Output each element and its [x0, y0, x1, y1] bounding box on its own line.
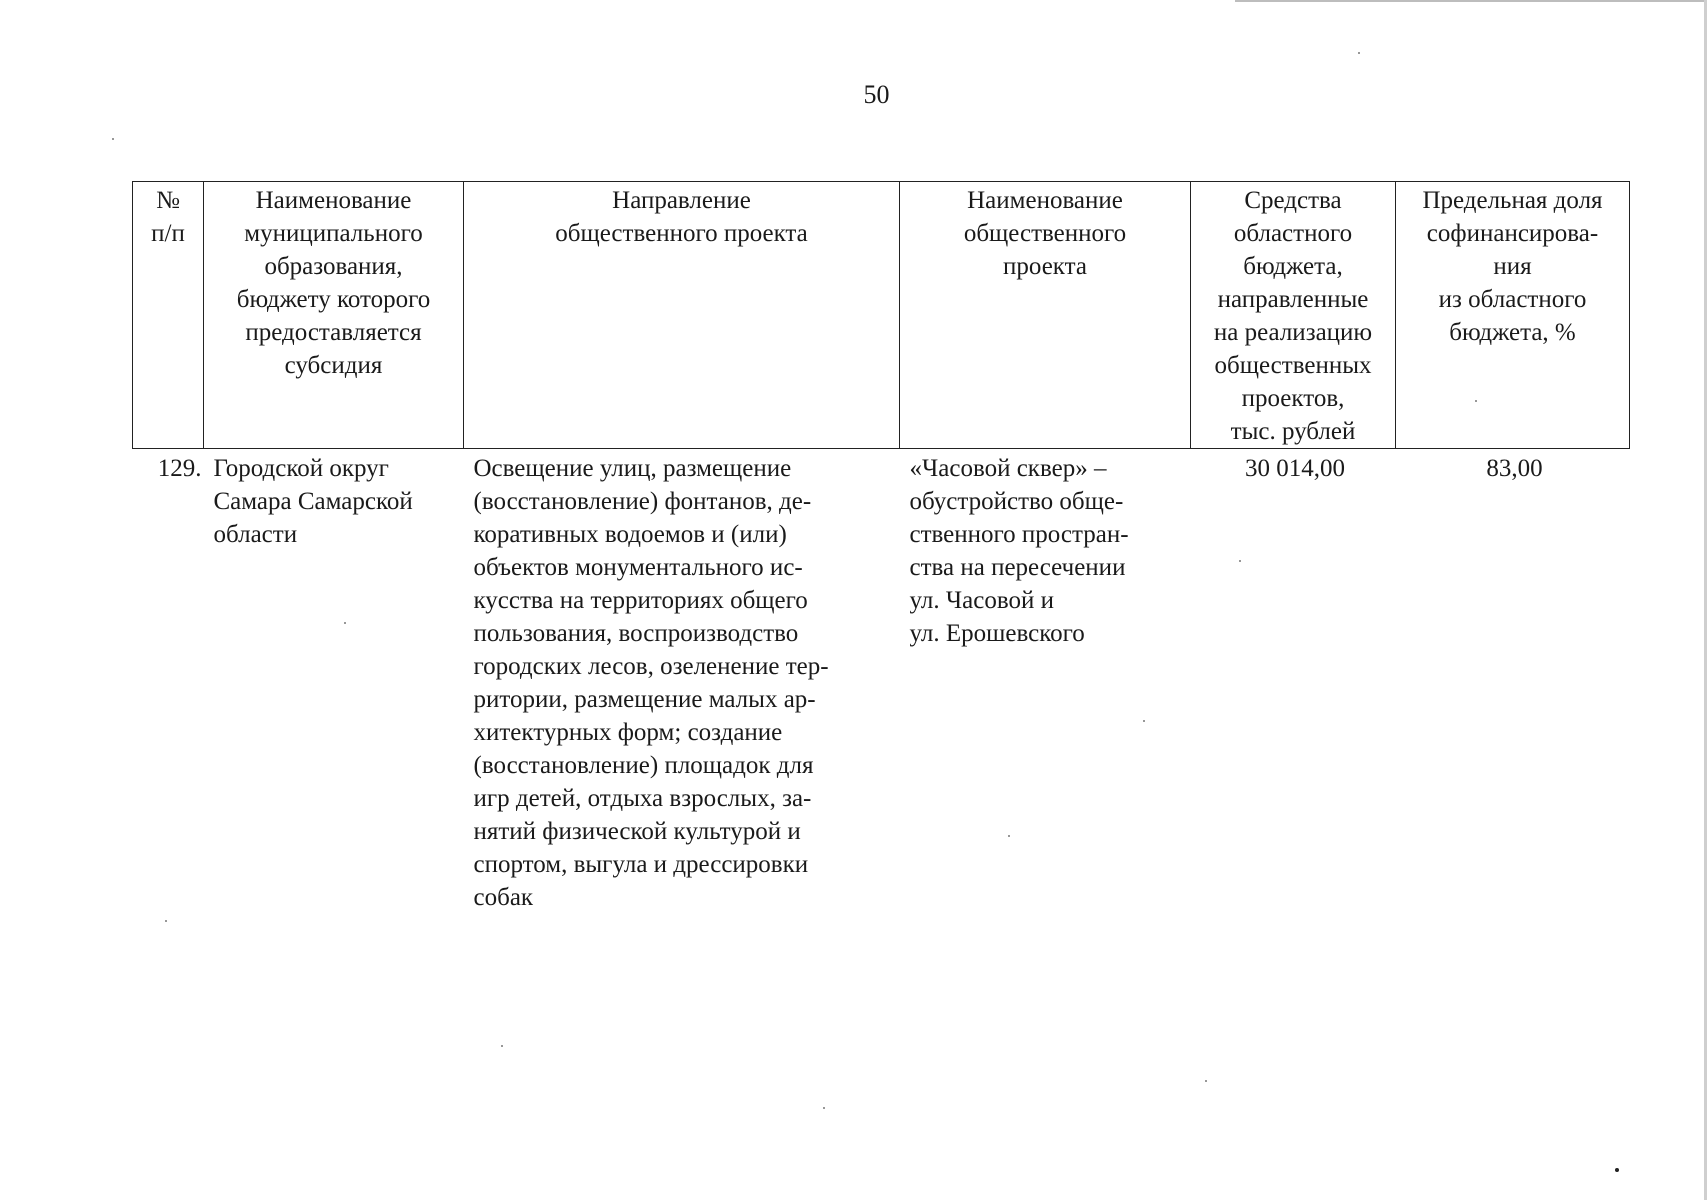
scan-speck — [501, 1045, 503, 1047]
header-funds: Средства областного бюджета, направленные на реализацию общественных проектов, тыс. рублей — [1191, 182, 1396, 449]
scan-speck — [1615, 1168, 1619, 1172]
project-cell: «Часовой сквер» – обустройство обще- ственного простран- ства на пересечении ул. Часовой и ул. Ерошевского — [909, 455, 1129, 647]
header-project: Наименование общественного проекта — [900, 182, 1191, 449]
table-row — [133, 449, 1630, 915]
scan-edge-top — [1235, 0, 1707, 2]
header-direction: Направление общественного проекта — [464, 182, 900, 449]
scan-speck — [1008, 835, 1010, 837]
municipality-cell: Городской округ Самара Самарской области — [213, 455, 413, 548]
page-number: 50 — [863, 80, 890, 109]
scan-speck — [1143, 720, 1145, 722]
scan-speck — [823, 1107, 825, 1109]
scan-speck — [112, 138, 114, 140]
table-header-row — [133, 182, 1630, 449]
scan-speck — [165, 920, 167, 922]
scan-speck — [1475, 400, 1477, 402]
header-num: № п/п — [133, 182, 204, 449]
funds-cell: 30 014,00 — [1245, 455, 1345, 482]
header-share: Предельная доля софинансирова- ния из областного бюджета, % — [1396, 182, 1630, 449]
scan-speck — [1358, 52, 1360, 54]
share-cell: 83,00 — [1486, 455, 1543, 482]
direction-cell: Освещение улиц, размещение (восстановление) фонтанов, де- коративных водоемов и (или) объектов монументального ис- кусства на территориях общего пользования, воспроизводство городских лесов, озеленение тер- ритории, размещение малых ар- хитектурных форм; создание (восстановление) площадок для игр детей, отдыха взрослых, за- нятий физической культурой и спортом, выгула и дрессировки собак — [473, 455, 829, 911]
scan-speck — [1239, 560, 1241, 562]
header-municipality: Наименование муниципального образования, бюджету которого предоставляется субсидия — [204, 182, 464, 449]
scan-speck — [1205, 1080, 1207, 1082]
subsidy-table-container — [132, 181, 1629, 914]
subsidy-table — [132, 181, 1630, 914]
row-number: 129. — [157, 455, 202, 482]
scan-speck — [344, 622, 346, 624]
